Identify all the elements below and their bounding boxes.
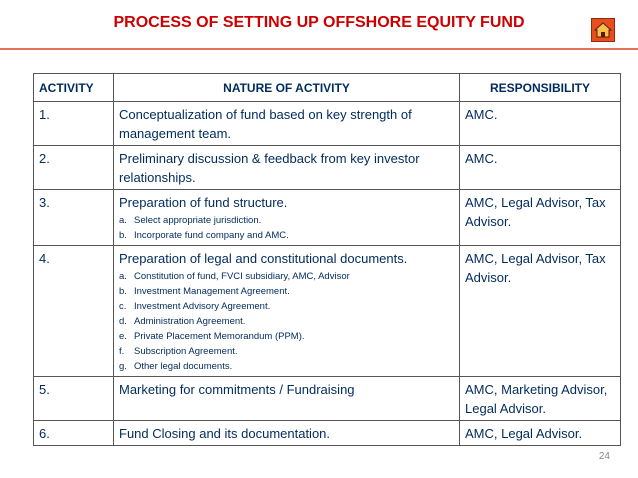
table-header-row (34, 74, 621, 102)
list-marker: f. (119, 346, 125, 357)
activity-cell: 6. (34, 421, 114, 446)
list-text: Incorporate fund company and AMC. (134, 230, 289, 241)
activity-table (33, 73, 621, 446)
sub-list (119, 213, 454, 243)
activity-cell: 5. (34, 377, 114, 421)
responsibility-cell: AMC, Legal Advisor, Tax Advisor. (460, 246, 621, 377)
nature-text: Fund Closing and its documentation. (119, 426, 331, 441)
nature-cell (114, 246, 460, 377)
responsibility-cell: AMC, Marketing Advisor, Legal Advisor. (460, 377, 621, 421)
slide-title: PROCESS OF SETTING UP OFFSHORE EQUITY FUND (113, 14, 525, 31)
list-text: Subscription Agreement. (134, 346, 238, 357)
list-item (119, 314, 454, 329)
list-item (119, 213, 454, 228)
responsibility-cell: AMC, Legal Advisor, Tax Advisor. (460, 190, 621, 246)
nature-cell (114, 190, 460, 246)
activity-cell: 1. (34, 102, 114, 146)
list-marker: g. (119, 361, 127, 372)
list-marker: d. (119, 316, 127, 327)
responsibility-cell: AMC, Legal Advisor. (460, 421, 621, 446)
column-header-nature: NATURE OF ACTIVITY (114, 74, 460, 102)
home-icon (594, 21, 612, 39)
list-text: Constitution of fund, FVCI subsidiary, AMC, Advisor (134, 271, 350, 282)
nature-cell (114, 377, 460, 421)
list-text: Administration Agreement. (134, 316, 246, 327)
title-divider (0, 48, 638, 50)
nature-text: Conceptualization of fund based on key strength of management team. (119, 107, 412, 141)
nature-text: Marketing for commitments / Fundraising (119, 382, 355, 397)
activity-cell: 4. (34, 246, 114, 377)
list-item (119, 284, 454, 299)
table-row (34, 190, 621, 246)
list-item (119, 329, 454, 344)
activity-cell: 3. (34, 190, 114, 246)
nature-text: Preparation of fund structure. (119, 195, 288, 210)
list-text: Select appropriate jurisdiction. (134, 215, 262, 226)
list-item (119, 344, 454, 359)
page-number: 24 (598, 451, 610, 462)
list-marker: b. (119, 286, 127, 297)
list-text: Investment Advisory Agreement. (134, 301, 271, 312)
list-marker: a. (119, 271, 127, 282)
nature-cell (114, 146, 460, 190)
list-marker: b. (119, 230, 127, 241)
responsibility-cell: AMC. (460, 146, 621, 190)
table-row (34, 146, 621, 190)
table-row (34, 421, 621, 446)
column-header-responsibility: RESPONSIBILITY (460, 74, 621, 102)
nature-text: Preliminary discussion & feedback from key investor relationships. (119, 151, 420, 185)
list-marker: c. (119, 301, 127, 312)
activity-cell: 2. (34, 146, 114, 190)
nature-cell (114, 421, 460, 446)
sub-list (119, 269, 454, 374)
responsibility-cell: AMC. (460, 102, 621, 146)
table-row (34, 102, 621, 146)
list-item (119, 359, 454, 374)
list-item (119, 228, 454, 243)
list-text: Private Placement Memorandum (PPM). (134, 331, 305, 342)
column-header-activity: ACTIVITY (34, 74, 114, 102)
table-row (34, 246, 621, 377)
list-marker: e. (119, 331, 127, 342)
home-button[interactable] (591, 18, 615, 42)
list-text: Investment Management Agreement. (134, 286, 290, 297)
list-item (119, 299, 454, 314)
list-marker: a. (119, 215, 127, 226)
list-item (119, 269, 454, 284)
table-row (34, 377, 621, 421)
nature-cell (114, 102, 460, 146)
nature-text: Preparation of legal and constitutional documents. (119, 251, 408, 266)
list-text: Other legal documents. (134, 361, 233, 372)
